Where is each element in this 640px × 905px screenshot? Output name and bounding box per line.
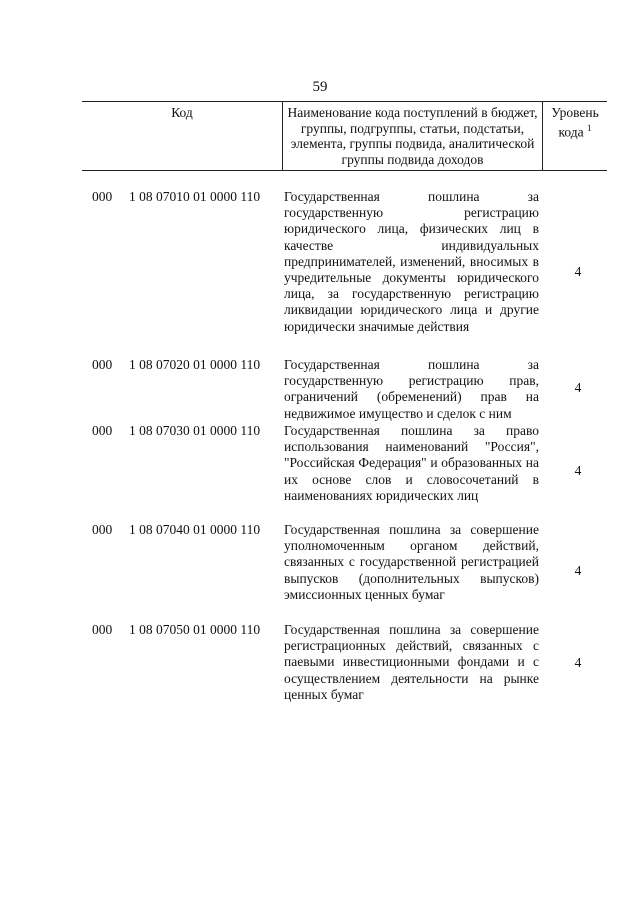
income-description: Государственная пошлина за государственную регистрацию юридического лица, физических лиц в качестве индивидуальных предпринимателей, изменений, вносимых в учредительные документы юридического лица, за государственную регистрацию ликвидации юридического лица и другие юридически значимые действия bbox=[284, 189, 539, 334]
code-level: 4 bbox=[574, 463, 582, 478]
income-description: Государственная пошлина за совершение уполномоченным органом действий, связанных с государственной регистрацией выпусков (дополнительных выпусков) эмиссионных ценных бумаг bbox=[284, 522, 539, 602]
budget-code: 1 08 07030 01 0000 110 bbox=[129, 423, 261, 438]
code-level: 4 bbox=[574, 563, 582, 578]
code-level: 4 bbox=[574, 380, 582, 395]
income-description: Государственная пошлина за совершение регистрационных действий, связанных с паевыми инвестиционными фондами и с осуществлением деятельности на рынке ценных бумаг bbox=[284, 622, 539, 702]
income-description: Государственная пошлина за право использования наименований "Россия", "Российская Федерация" и образованных на их основе слов и словосочетаний в наименованиях юридических лиц bbox=[284, 423, 539, 503]
budget-code: 1 08 07040 01 0000 110 bbox=[129, 522, 261, 537]
header-name: Наименование кода поступлений в бюджет, группы, подгруппы, статьи, подстатьи, элемента, группы подвида, аналитической группы подвида доходов bbox=[282, 102, 543, 170]
code-level: 4 bbox=[574, 264, 582, 279]
budget-code: 1 08 07020 01 0000 110 bbox=[129, 357, 261, 372]
level-footnote-mark: 1 bbox=[586, 122, 592, 133]
budget-code: 1 08 07010 01 0000 110 bbox=[129, 189, 261, 204]
table-header bbox=[82, 101, 607, 171]
admin-code: 000 bbox=[92, 622, 113, 637]
admin-code: 000 bbox=[92, 357, 113, 372]
income-description: Государственная пошлина за государственную регистрацию прав, ограничений (обременений) прав на недвижимое имущество и сделок с ним bbox=[284, 357, 539, 421]
header-level-label: Уровень кода bbox=[551, 105, 599, 139]
page-number: 59 bbox=[312, 79, 328, 95]
admin-code: 000 bbox=[92, 423, 113, 438]
budget-code: 1 08 07050 01 0000 110 bbox=[129, 622, 261, 637]
admin-code: 000 bbox=[92, 189, 113, 204]
code-level: 4 bbox=[574, 655, 582, 670]
header-level bbox=[543, 102, 607, 170]
admin-code: 000 bbox=[92, 522, 113, 537]
header-code: Код bbox=[171, 105, 193, 120]
